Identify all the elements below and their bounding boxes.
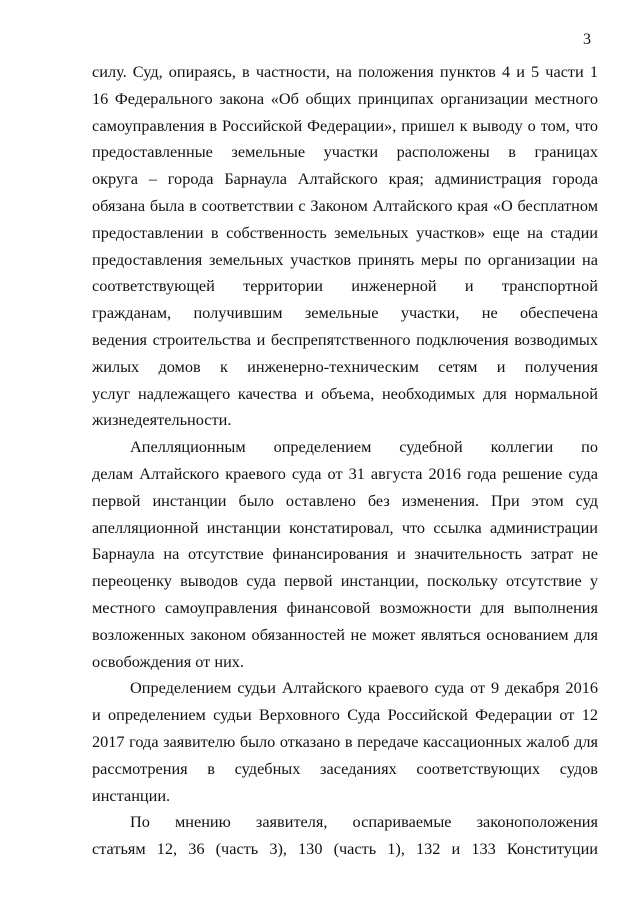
text-line: ведения строительства и беспрепятственного подключения возводимых bbox=[92, 329, 598, 349]
text-line: Определением судьи Алтайского краевого суда от 9 декабря 2016 bbox=[130, 678, 598, 698]
paragraph bbox=[92, 59, 598, 434]
text-line: обязана была в соответствии с Законом Алтайского края «О бесплатном bbox=[92, 195, 598, 215]
text-line: переоценку выводов суда первой инстанции, поскольку отсутствие у bbox=[92, 571, 598, 591]
text-line: первой инстанции было оставлено без изменения. При этом суд bbox=[92, 490, 598, 510]
text-line: возложенных законом обязанностей не может являться основанием для bbox=[92, 624, 598, 644]
text-line: 2017 года заявителю было отказано в передаче кассационных жалоб для bbox=[92, 731, 598, 751]
text-line: жизнедеятельности. bbox=[92, 410, 232, 430]
paragraph bbox=[92, 675, 598, 809]
text-line: рассмотрения в судебных заседаниях соответствующих судов bbox=[92, 758, 598, 778]
paragraph bbox=[92, 809, 598, 863]
text-line: Апелляционным определением судебной коллегии по bbox=[130, 437, 598, 457]
text-line: делам Алтайского краевого суда от 31 августа 2016 года решение суда bbox=[92, 463, 598, 483]
text-line: предоставлении в собственность земельных участков» еще на стадии bbox=[92, 222, 598, 242]
text-line: самоуправления в Российской Федерации», пришел к выводу о том, что bbox=[92, 115, 598, 135]
text-line: освобождения от них. bbox=[92, 651, 245, 671]
text-line: апелляционной инстанции констатировал, что ссылка администрации bbox=[92, 517, 598, 537]
text-line: округа – города Барнаула Алтайского края; администрация города bbox=[92, 169, 598, 189]
document-body bbox=[92, 59, 598, 863]
paragraph bbox=[92, 434, 598, 675]
text-line: 16 Федерального закона «Об общих принципах организации местного bbox=[92, 88, 598, 108]
text-line: гражданам, получившим земельные участки, не обеспечена bbox=[92, 303, 598, 323]
text-line: предоставленные земельные участки расположены в границах bbox=[92, 142, 598, 162]
text-line: соответствующей территории инженерной и транспортной bbox=[92, 276, 598, 296]
text-line: и определением судьи Верховного Суда Российской Федерации от 12 bbox=[92, 705, 598, 725]
page-number: 3 bbox=[583, 31, 591, 48]
text-line: инстанции. bbox=[92, 785, 171, 805]
text-line: местного самоуправления финансовой возможности для выполнения bbox=[92, 597, 598, 617]
text-line: силу. Суд, опираясь, в частности, на положения пунктов 4 и 5 части 1 bbox=[92, 62, 598, 81]
text-line: услуг надлежащего качества и объема, необходимых для нормальной bbox=[92, 383, 598, 403]
text-line: предоставления земельных участков принять меры по организации на bbox=[92, 249, 598, 269]
text-line: По мнению заявителя, оспариваемые законоположения bbox=[130, 812, 598, 832]
text-line: статьям 12, 36 (часть 3), 130 (часть 1), 132 и 133 Конституции bbox=[92, 839, 598, 859]
text-line: жилых домов к инженерно-техническим сетям и получения bbox=[92, 356, 598, 376]
text-line: Барнаула на отсутствие финансирования и значительность затрат не bbox=[92, 544, 598, 564]
